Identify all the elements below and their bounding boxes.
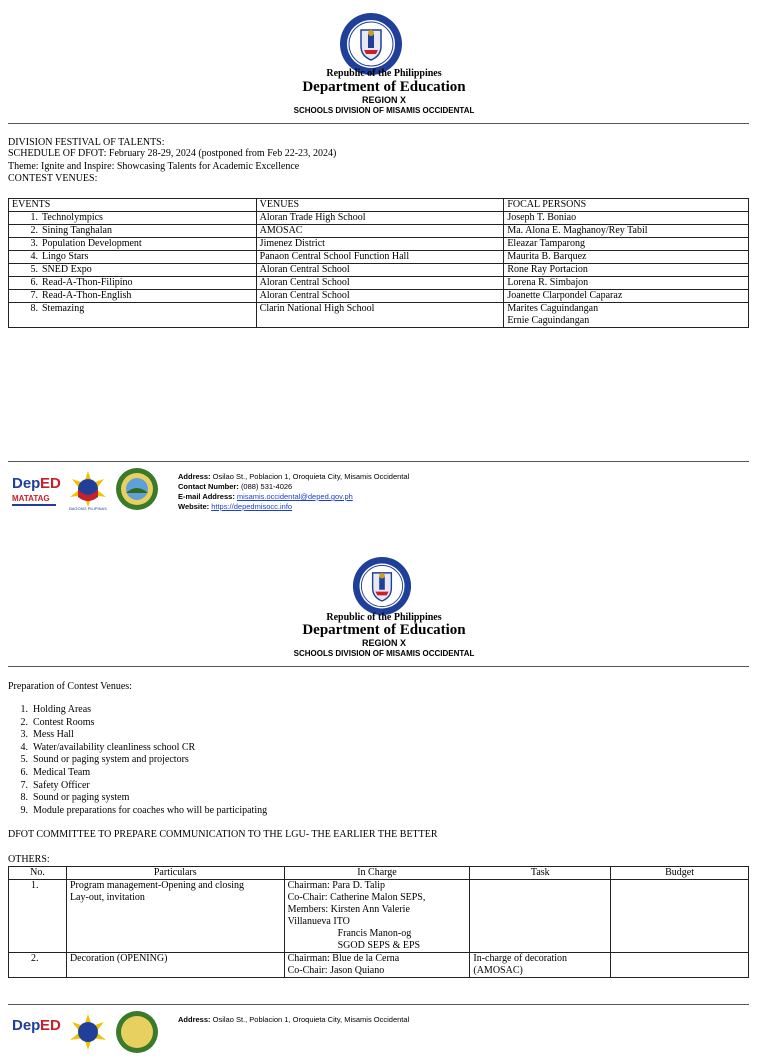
footer-contact-block (178, 1015, 409, 1025)
svg-text:ED: ED (40, 475, 61, 492)
row-number: 3. (30, 238, 38, 249)
task-cell (470, 880, 611, 953)
event-name: Read-A-Thon-Filipino (42, 277, 133, 288)
particulars-text: Program management-Opening and closing (69, 880, 245, 891)
venue-table-header (9, 199, 749, 212)
task-text: (AMOSAC) (473, 965, 523, 976)
header-task: Task (470, 867, 611, 880)
venue-name: Clarin National High School (256, 303, 504, 328)
svg-text:Dep: Dep (12, 475, 41, 492)
committee-line: DFOT COMMITTEE TO PREPARE COMMUNICATION TO THE LGU- THE EARLIER THE BETTER (8, 829, 438, 840)
table-row (9, 212, 749, 225)
row-number: 1. (9, 880, 67, 953)
focal-person: Rone Ray Portacion (504, 264, 749, 277)
table-row (9, 225, 749, 238)
table-row (9, 277, 749, 290)
venue-name: Panaon Central School Function Hall (256, 251, 504, 264)
header-rule (8, 123, 749, 124)
contact-number: (088) 531-4026 (240, 482, 293, 491)
venue-table (8, 198, 749, 328)
in-charge-text: Chairman: Para D. Talip (287, 880, 386, 891)
email-link[interactable]: misamis.occidental@deped.gov.ph (236, 492, 353, 501)
list-item: 5. Sound or paging system and projectors (20, 754, 189, 766)
header-division: SCHOOLS DIVISION OF MISAMIS OCCIDENTAL (293, 649, 475, 658)
task-text: In-charge of decoration (473, 953, 568, 964)
venue-name: Jimenez District (256, 238, 504, 251)
budget-cell (611, 880, 749, 953)
svg-text:ED: ED (40, 1017, 61, 1034)
division-seal (115, 1010, 159, 1024)
deped-logo-icon (10, 470, 60, 510)
header-no: No. (9, 867, 67, 880)
list-item: 4. Water/availability cleanliness school CR (20, 741, 196, 753)
list-item: 8. Sound or paging system (20, 792, 130, 804)
venue-name: Aloran Trade High School (256, 212, 504, 225)
others-label: OTHERS: (8, 854, 50, 865)
svg-text:MATATAG: MATATAG (12, 494, 50, 503)
row-number: 8. (30, 303, 38, 314)
list-item: 7. Safety Officer (20, 779, 90, 791)
venue-name: Aloran Central School (256, 264, 504, 277)
event-name: Read-A-Thon-English (42, 290, 132, 301)
header-events: EVENTS (9, 199, 257, 212)
particulars-text: Decoration (OPENING) (66, 953, 284, 978)
bagong-pilipinas-icon (66, 1010, 110, 1054)
focal-person: Marites Caguindangan (507, 303, 599, 314)
event-name: Stemazing (42, 303, 85, 314)
row-number: 7. (30, 290, 38, 301)
address-label: Address: (178, 472, 211, 481)
table-row (9, 303, 749, 328)
header-focal-persons: FOCAL PERSONS (504, 199, 749, 212)
in-charge-text: Francis Manon-og (337, 928, 412, 939)
deped-logo (10, 1012, 61, 1034)
row-number: 6. (30, 277, 38, 288)
svg-text:Dep: Dep (12, 1017, 41, 1034)
event-name: Technolympics (42, 212, 103, 223)
focal-person: Lorena R. Simbajon (504, 277, 749, 290)
division-seal-icon (115, 1010, 159, 1054)
list-item: 3. Mess Hall (20, 729, 74, 741)
deped-logo (10, 470, 60, 510)
others-table (8, 866, 749, 978)
header-region: REGION X (361, 95, 406, 105)
table-row (9, 290, 749, 303)
website-link[interactable]: https://depedmisocc.info (211, 502, 293, 511)
venue-name: Aloran Central School (256, 277, 504, 290)
deped-seal-icon (352, 556, 412, 616)
table-row (9, 264, 749, 277)
focal-person: Maurita B. Barquez (504, 251, 749, 264)
in-charge-text: Co-Chair: Jason Quiano (287, 965, 385, 976)
others-table-header (9, 867, 749, 880)
prep-list (0, 704, 267, 817)
list-item: 9. Module preparations for coaches who will be participating (20, 804, 268, 816)
header-division: SCHOOLS DIVISION OF MISAMIS OCCIDENTAL (293, 106, 475, 115)
focal-person: Ma. Alona E. Maghanoy/Rey Tabil (504, 225, 749, 238)
division-seal-icon (115, 467, 159, 511)
list-item: 1. Holding Areas (20, 704, 92, 715)
event-name: Population Development (42, 238, 142, 249)
header-particulars: Particulars (66, 867, 284, 880)
list-item: 6. Medical Team (20, 766, 91, 778)
focal-person: Joanette Clarpondel Caparaz (504, 290, 749, 303)
row-number: 2. (30, 225, 38, 236)
address-text: Osilao St., Poblacion 1, Oroquieta City, Misamis Occidental (212, 1015, 410, 1024)
list-item: 2. Contest Rooms (20, 716, 95, 728)
focal-person: Eleazar Tamparong (504, 238, 749, 251)
venue-name: AMOSAC (256, 225, 504, 238)
address-label: Address: (178, 1015, 211, 1024)
table-row (9, 953, 749, 978)
budget-cell (611, 953, 749, 978)
row-number: 2. (9, 953, 67, 978)
header-rule (8, 666, 749, 667)
intro-venues-label: CONTEST VENUES: (8, 173, 98, 184)
intro-schedule: SCHEDULE OF DFOT: February 28-29, 2024 (postponed from Feb 22-23, 2024) (8, 148, 337, 159)
focal-person: Ernie Caguindangan (507, 315, 590, 326)
division-seal (115, 467, 159, 511)
footer-contact-block (178, 472, 409, 512)
footer-rule (8, 1004, 749, 1005)
in-charge-text: SGOD SEPS & EPS (337, 940, 421, 951)
in-charge-text: Chairman: Blue de la Cerna (287, 953, 400, 964)
header-region: REGION X (361, 638, 406, 648)
table-row (9, 880, 749, 953)
in-charge-text: Co-Chair: Catherine Malon SEPS, (287, 892, 426, 903)
contact-label: Contact Number: (178, 482, 239, 491)
header-venues: VENUES (256, 199, 504, 212)
header-department: Department of Education (302, 622, 466, 638)
svg-text:BAGONG PILIPINAS: BAGONG PILIPINAS (69, 506, 107, 511)
focal-person: Joseph T. Boniao (504, 212, 749, 225)
intro-line-1: DIVISION FESTIVAL OF TALENTS: (8, 137, 165, 148)
event-name: Lingo Stars (42, 251, 89, 262)
bagong-pilipinas-icon (66, 467, 110, 511)
row-number: 5. (30, 264, 38, 275)
prep-title: Preparation of Contest Venues: (8, 681, 132, 692)
website-label: Website: (178, 502, 210, 511)
event-name: SNED Expo (42, 264, 92, 275)
table-row (9, 251, 749, 264)
row-number: 4. (30, 251, 38, 262)
header-republic: Republic of the Philippines (326, 68, 442, 79)
email-label: E-mail Address: (178, 492, 235, 501)
intro-theme: Theme: Ignite and Inspire: Showcasing Talents for Academic Excellence (8, 161, 300, 172)
header-department: Department of Education (302, 79, 466, 95)
in-charge-text: Members: Kirsten Ann Valerie (287, 904, 410, 915)
table-row (9, 238, 749, 251)
venue-name: Aloran Central School (256, 290, 504, 303)
row-number: 1. (30, 212, 38, 223)
deped-seal-icon (339, 12, 403, 76)
deped-logo-icon (10, 1012, 60, 1052)
particulars-text: Lay-out, invitation (69, 892, 145, 903)
event-name: Sining Tanghalan (42, 225, 112, 236)
address-text: Osilao St., Poblacion 1, Oroquieta City, Misamis Occidental (212, 472, 410, 481)
footer-rule (8, 461, 749, 462)
header-budget: Budget (611, 867, 749, 880)
bagong-pilipinas-logo (66, 467, 110, 511)
header-republic: Republic of the Philippines (326, 612, 442, 623)
in-charge-text: Villanueva ITO (287, 916, 350, 927)
header-in-charge: In Charge (284, 867, 470, 880)
bagong-pilipinas-logo (66, 1010, 110, 1024)
